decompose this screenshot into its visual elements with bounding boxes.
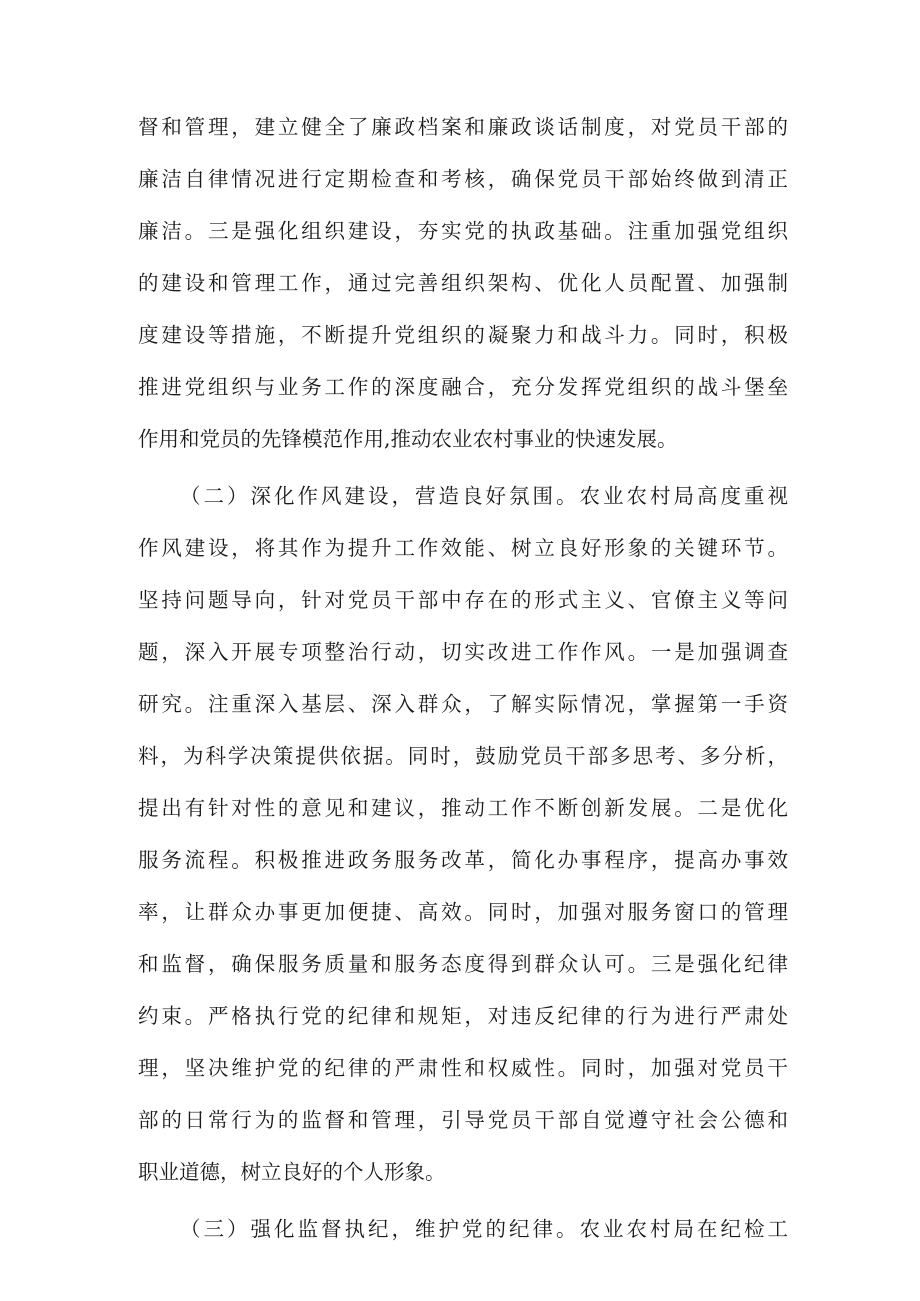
text-line-20: 部的日常行为的监督和管理，引导党员干部自觉遵守社会公德和	[138, 1108, 788, 1132]
text-line-7: 作用和党员的先锋模范作用,推动农业农村事业的快速发展。	[138, 427, 678, 451]
text-line-4: 的建设和管理工作，通过完善组织架构、优化人员配置、加强制	[138, 271, 788, 295]
text-line-19: 理，坚决维护党的纪律的严肃性和权威性。同时，加强对党员干	[138, 1056, 788, 1080]
text-line-14: 提出有针对性的意见和建议，推动工作不断创新发展。二是优化	[138, 796, 788, 820]
text-line-21: 职业道德，树立良好的个人形象。	[138, 1160, 446, 1184]
text-line-1: 督和管理，建立健全了廉政档案和廉政谈话制度，对党员干部的	[138, 115, 788, 139]
text-line-13: 料，为科学决策提供依据。同时，鼓励党员干部多思考、多分析，	[138, 744, 788, 768]
text-line-16: 率，让群众办事更加便捷、高效。同时，加强对服务窗口的管理	[138, 900, 788, 924]
text-line-15: 服务流程。积极推进政务服务改革，简化办事程序，提高办事效	[138, 848, 788, 872]
text-line-9: 作风建设，将其作为提升工作效能、树立良好形象的关键环节。	[138, 536, 788, 560]
text-line-5: 度建设等措施，不断提升党组织的凝聚力和战斗力。同时，积极	[138, 323, 788, 347]
text-line-2: 廉洁自律情况进行定期检查和考核，确保党员干部始终做到清正	[138, 167, 788, 191]
text-line-18: 约束。严格执行党的纪律和规矩，对违反纪律的行为进行严肃处	[138, 1004, 788, 1028]
section-3-heading-line: （三）强化监督执纪，维护党的纪律。农业农村局在纪检工	[180, 1217, 788, 1241]
text-line-17: 和监督，确保服务质量和服务态度得到群众认可。三是强化纪律	[138, 952, 788, 976]
text-line-10: 坚持问题导向，针对党员干部中存在的形式主义、官僚主义等问	[138, 588, 788, 612]
text-line-6: 推进党组织与业务工作的深度融合，充分发挥党组织的战斗堡垒	[138, 375, 788, 399]
text-line-11: 题，深入开展专项整治行动，切实改进工作作风。一是加强调查	[138, 640, 788, 664]
text-line-3: 廉洁。三是强化组织建设，夯实党的执政基础。注重加强党组织	[138, 219, 788, 243]
text-line-12: 研究。注重深入基层、深入群众，了解实际情况，掌握第一手资	[138, 692, 788, 716]
section-2-heading-line: （二）深化作风建设，营造良好氛围。农业农村局高度重视	[180, 484, 788, 508]
